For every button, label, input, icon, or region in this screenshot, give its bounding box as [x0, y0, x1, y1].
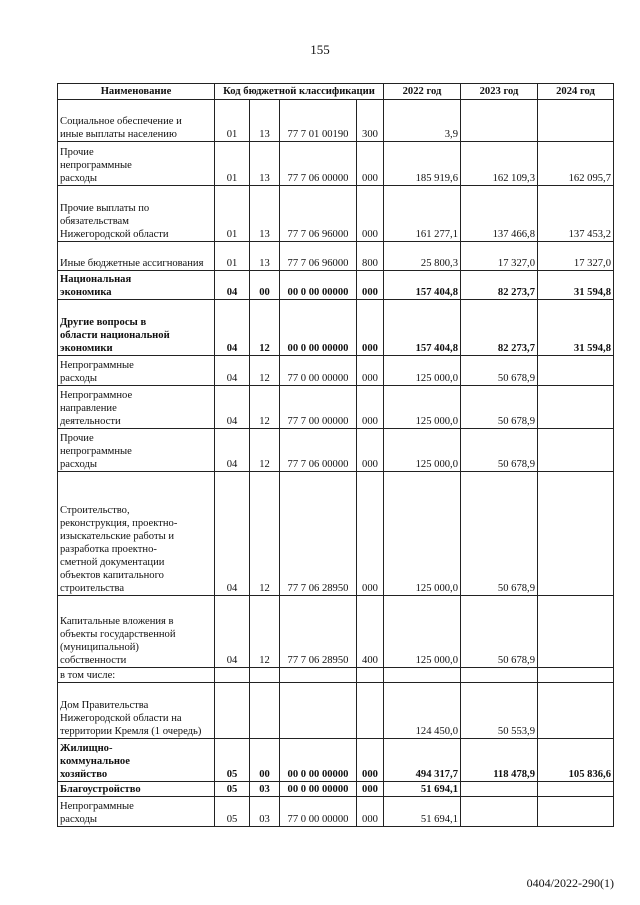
header-name: Наименование: [58, 84, 215, 100]
row-kind: 000: [357, 797, 384, 827]
row-target: 77 7 01 00190: [280, 100, 357, 142]
table-row: [58, 683, 614, 739]
row-2024: 31 594,8: [538, 271, 614, 300]
row-2023: 50 678,9: [461, 356, 538, 386]
row-2023: 50 678,9: [461, 596, 538, 668]
row-target: 77 0 00 00000: [280, 797, 357, 827]
header-2022: 2022 год: [384, 84, 461, 100]
budget-table: [57, 83, 614, 827]
row-section: 04: [215, 386, 250, 429]
row-subsection: 00: [250, 271, 280, 300]
row-2024: [538, 100, 614, 142]
row-2024: [538, 429, 614, 472]
row-2022: 157 404,8: [384, 271, 461, 300]
row-section: 04: [215, 271, 250, 300]
row-kind: 300: [357, 100, 384, 142]
row-name: Непрограммное направление деятельности: [58, 386, 215, 429]
row-2022: 185 919,6: [384, 142, 461, 186]
row-section: 05: [215, 739, 250, 782]
row-2023: 50 678,9: [461, 386, 538, 429]
row-2024: [538, 668, 614, 683]
row-2022: 125 000,0: [384, 429, 461, 472]
row-subsection: 12: [250, 429, 280, 472]
row-2022: 25 800,3: [384, 242, 461, 271]
row-section: 04: [215, 429, 250, 472]
row-2024: 31 594,8: [538, 300, 614, 356]
row-subsection: 12: [250, 356, 280, 386]
table-row: [58, 242, 614, 271]
row-2024: 105 836,6: [538, 739, 614, 782]
table-row: [58, 100, 614, 142]
row-target: 00 0 00 00000: [280, 739, 357, 782]
row-2023: 137 466,8: [461, 186, 538, 242]
row-kind: [357, 683, 384, 739]
table-row: [58, 782, 614, 797]
table-row: [58, 797, 614, 827]
row-2022: 494 317,7: [384, 739, 461, 782]
page-number: 155: [310, 42, 330, 57]
row-2022: 125 000,0: [384, 472, 461, 596]
row-2022: [384, 668, 461, 683]
row-2022: 124 450,0: [384, 683, 461, 739]
row-2024: [538, 782, 614, 797]
row-target: 77 7 06 96000: [280, 186, 357, 242]
row-name: Дом Правительства Нижегородской области на территории Кремля (1 очередь): [58, 683, 215, 739]
row-section: 05: [215, 782, 250, 797]
row-target: 77 0 00 00000: [280, 356, 357, 386]
row-2023: 50 678,9: [461, 429, 538, 472]
row-2022: 3,9: [384, 100, 461, 142]
row-section: [215, 683, 250, 739]
header-code: Код бюджетной классификации: [215, 84, 384, 100]
row-name: Непрограммные расходы: [58, 797, 215, 827]
row-target: [280, 668, 357, 683]
row-section: 04: [215, 596, 250, 668]
row-2023: [461, 668, 538, 683]
header-2023: 2023 год: [461, 84, 538, 100]
row-2023: 17 327,0: [461, 242, 538, 271]
row-name: Иные бюджетные ассигнования: [58, 242, 215, 271]
row-kind: 000: [357, 429, 384, 472]
row-subsection: 03: [250, 797, 280, 827]
row-2023: 82 273,7: [461, 271, 538, 300]
table-row: [58, 386, 614, 429]
row-name: Другие вопросы в области национальной экономики: [58, 300, 215, 356]
row-subsection: 13: [250, 142, 280, 186]
row-kind: 400: [357, 596, 384, 668]
row-subsection: [250, 683, 280, 739]
row-section: 01: [215, 186, 250, 242]
row-2022: 125 000,0: [384, 596, 461, 668]
row-kind: 000: [357, 300, 384, 356]
row-subsection: 12: [250, 472, 280, 596]
row-2023: 50 678,9: [461, 472, 538, 596]
row-subsection: 03: [250, 782, 280, 797]
row-kind: 000: [357, 142, 384, 186]
row-name: Социальное обеспечение и иные выплаты населению: [58, 100, 215, 142]
row-target: 77 7 06 28950: [280, 472, 357, 596]
table-row: [58, 271, 614, 300]
row-2023: 50 553,9: [461, 683, 538, 739]
row-2022: 125 000,0: [384, 356, 461, 386]
header-2024: 2024 год: [538, 84, 614, 100]
row-2022: 161 277,1: [384, 186, 461, 242]
row-subsection: 13: [250, 186, 280, 242]
row-2023: 82 273,7: [461, 300, 538, 356]
row-2023: 118 478,9: [461, 739, 538, 782]
row-2022: 51 694,1: [384, 797, 461, 827]
row-2022: 157 404,8: [384, 300, 461, 356]
row-name: Благоустройство: [58, 782, 215, 797]
row-target: 00 0 00 00000: [280, 782, 357, 797]
row-target: 77 7 06 96000: [280, 242, 357, 271]
row-target: 00 0 00 00000: [280, 300, 357, 356]
row-target: 77 7 06 00000: [280, 429, 357, 472]
row-2024: [538, 683, 614, 739]
row-2024: 162 095,7: [538, 142, 614, 186]
table-row: [58, 429, 614, 472]
row-name: Непрограммные расходы: [58, 356, 215, 386]
table-row: [58, 300, 614, 356]
row-target: 77 7 06 00000: [280, 142, 357, 186]
row-section: 04: [215, 300, 250, 356]
row-name: в том числе:: [58, 668, 215, 683]
row-kind: 000: [357, 386, 384, 429]
row-2023: 162 109,3: [461, 142, 538, 186]
row-subsection: 13: [250, 100, 280, 142]
row-2024: [538, 797, 614, 827]
table-row: [58, 668, 614, 683]
row-subsection: 00: [250, 739, 280, 782]
table-row: [58, 472, 614, 596]
row-name: Жилищно-коммунальное хозяйство: [58, 739, 215, 782]
table-row: [58, 739, 614, 782]
row-target: 77 7 00 00000: [280, 386, 357, 429]
row-kind: 000: [357, 271, 384, 300]
row-kind: 000: [357, 472, 384, 596]
row-subsection: 13: [250, 242, 280, 271]
row-kind: 000: [357, 356, 384, 386]
row-section: 04: [215, 356, 250, 386]
row-target: 77 7 06 28950: [280, 596, 357, 668]
row-name: Прочие непрограммные расходы: [58, 429, 215, 472]
row-subsection: 12: [250, 386, 280, 429]
row-name: Национальная экономика: [58, 271, 215, 300]
row-subsection: 12: [250, 596, 280, 668]
row-kind: 000: [357, 186, 384, 242]
row-kind: 000: [357, 782, 384, 797]
row-section: 01: [215, 100, 250, 142]
row-target: [280, 683, 357, 739]
row-section: 01: [215, 242, 250, 271]
row-name: Прочие непрограммные расходы: [58, 142, 215, 186]
document-code: 0404/2022-290(1): [526, 876, 614, 890]
row-2022: 51 694,1: [384, 782, 461, 797]
row-kind: [357, 668, 384, 683]
row-subsection: [250, 668, 280, 683]
row-section: 05: [215, 797, 250, 827]
table-row: [58, 186, 614, 242]
row-kind: 000: [357, 739, 384, 782]
row-2023: [461, 797, 538, 827]
row-section: 04: [215, 472, 250, 596]
row-2024: [538, 472, 614, 596]
row-subsection: 12: [250, 300, 280, 356]
row-section: 01: [215, 142, 250, 186]
table-header-row: [58, 84, 614, 100]
row-kind: 800: [357, 242, 384, 271]
row-2022: 125 000,0: [384, 386, 461, 429]
row-2024: [538, 596, 614, 668]
row-2023: [461, 100, 538, 142]
row-section: [215, 668, 250, 683]
table-row: [58, 142, 614, 186]
row-2024: 17 327,0: [538, 242, 614, 271]
row-name: Капитальные вложения в объекты государственной (муниципальной) собственности: [58, 596, 215, 668]
row-2023: [461, 782, 538, 797]
row-2024: [538, 386, 614, 429]
row-name: Прочие выплаты по обязательствам Нижегородской области: [58, 186, 215, 242]
table-row: [58, 356, 614, 386]
row-2024: 137 453,2: [538, 186, 614, 242]
row-name: Строительство, реконструкция, проектно-изыскательские работы и разработка проектно-сметной документации объектов капитального строительства: [58, 472, 215, 596]
table-row: [58, 596, 614, 668]
row-target: 00 0 00 00000: [280, 271, 357, 300]
row-2024: [538, 356, 614, 386]
